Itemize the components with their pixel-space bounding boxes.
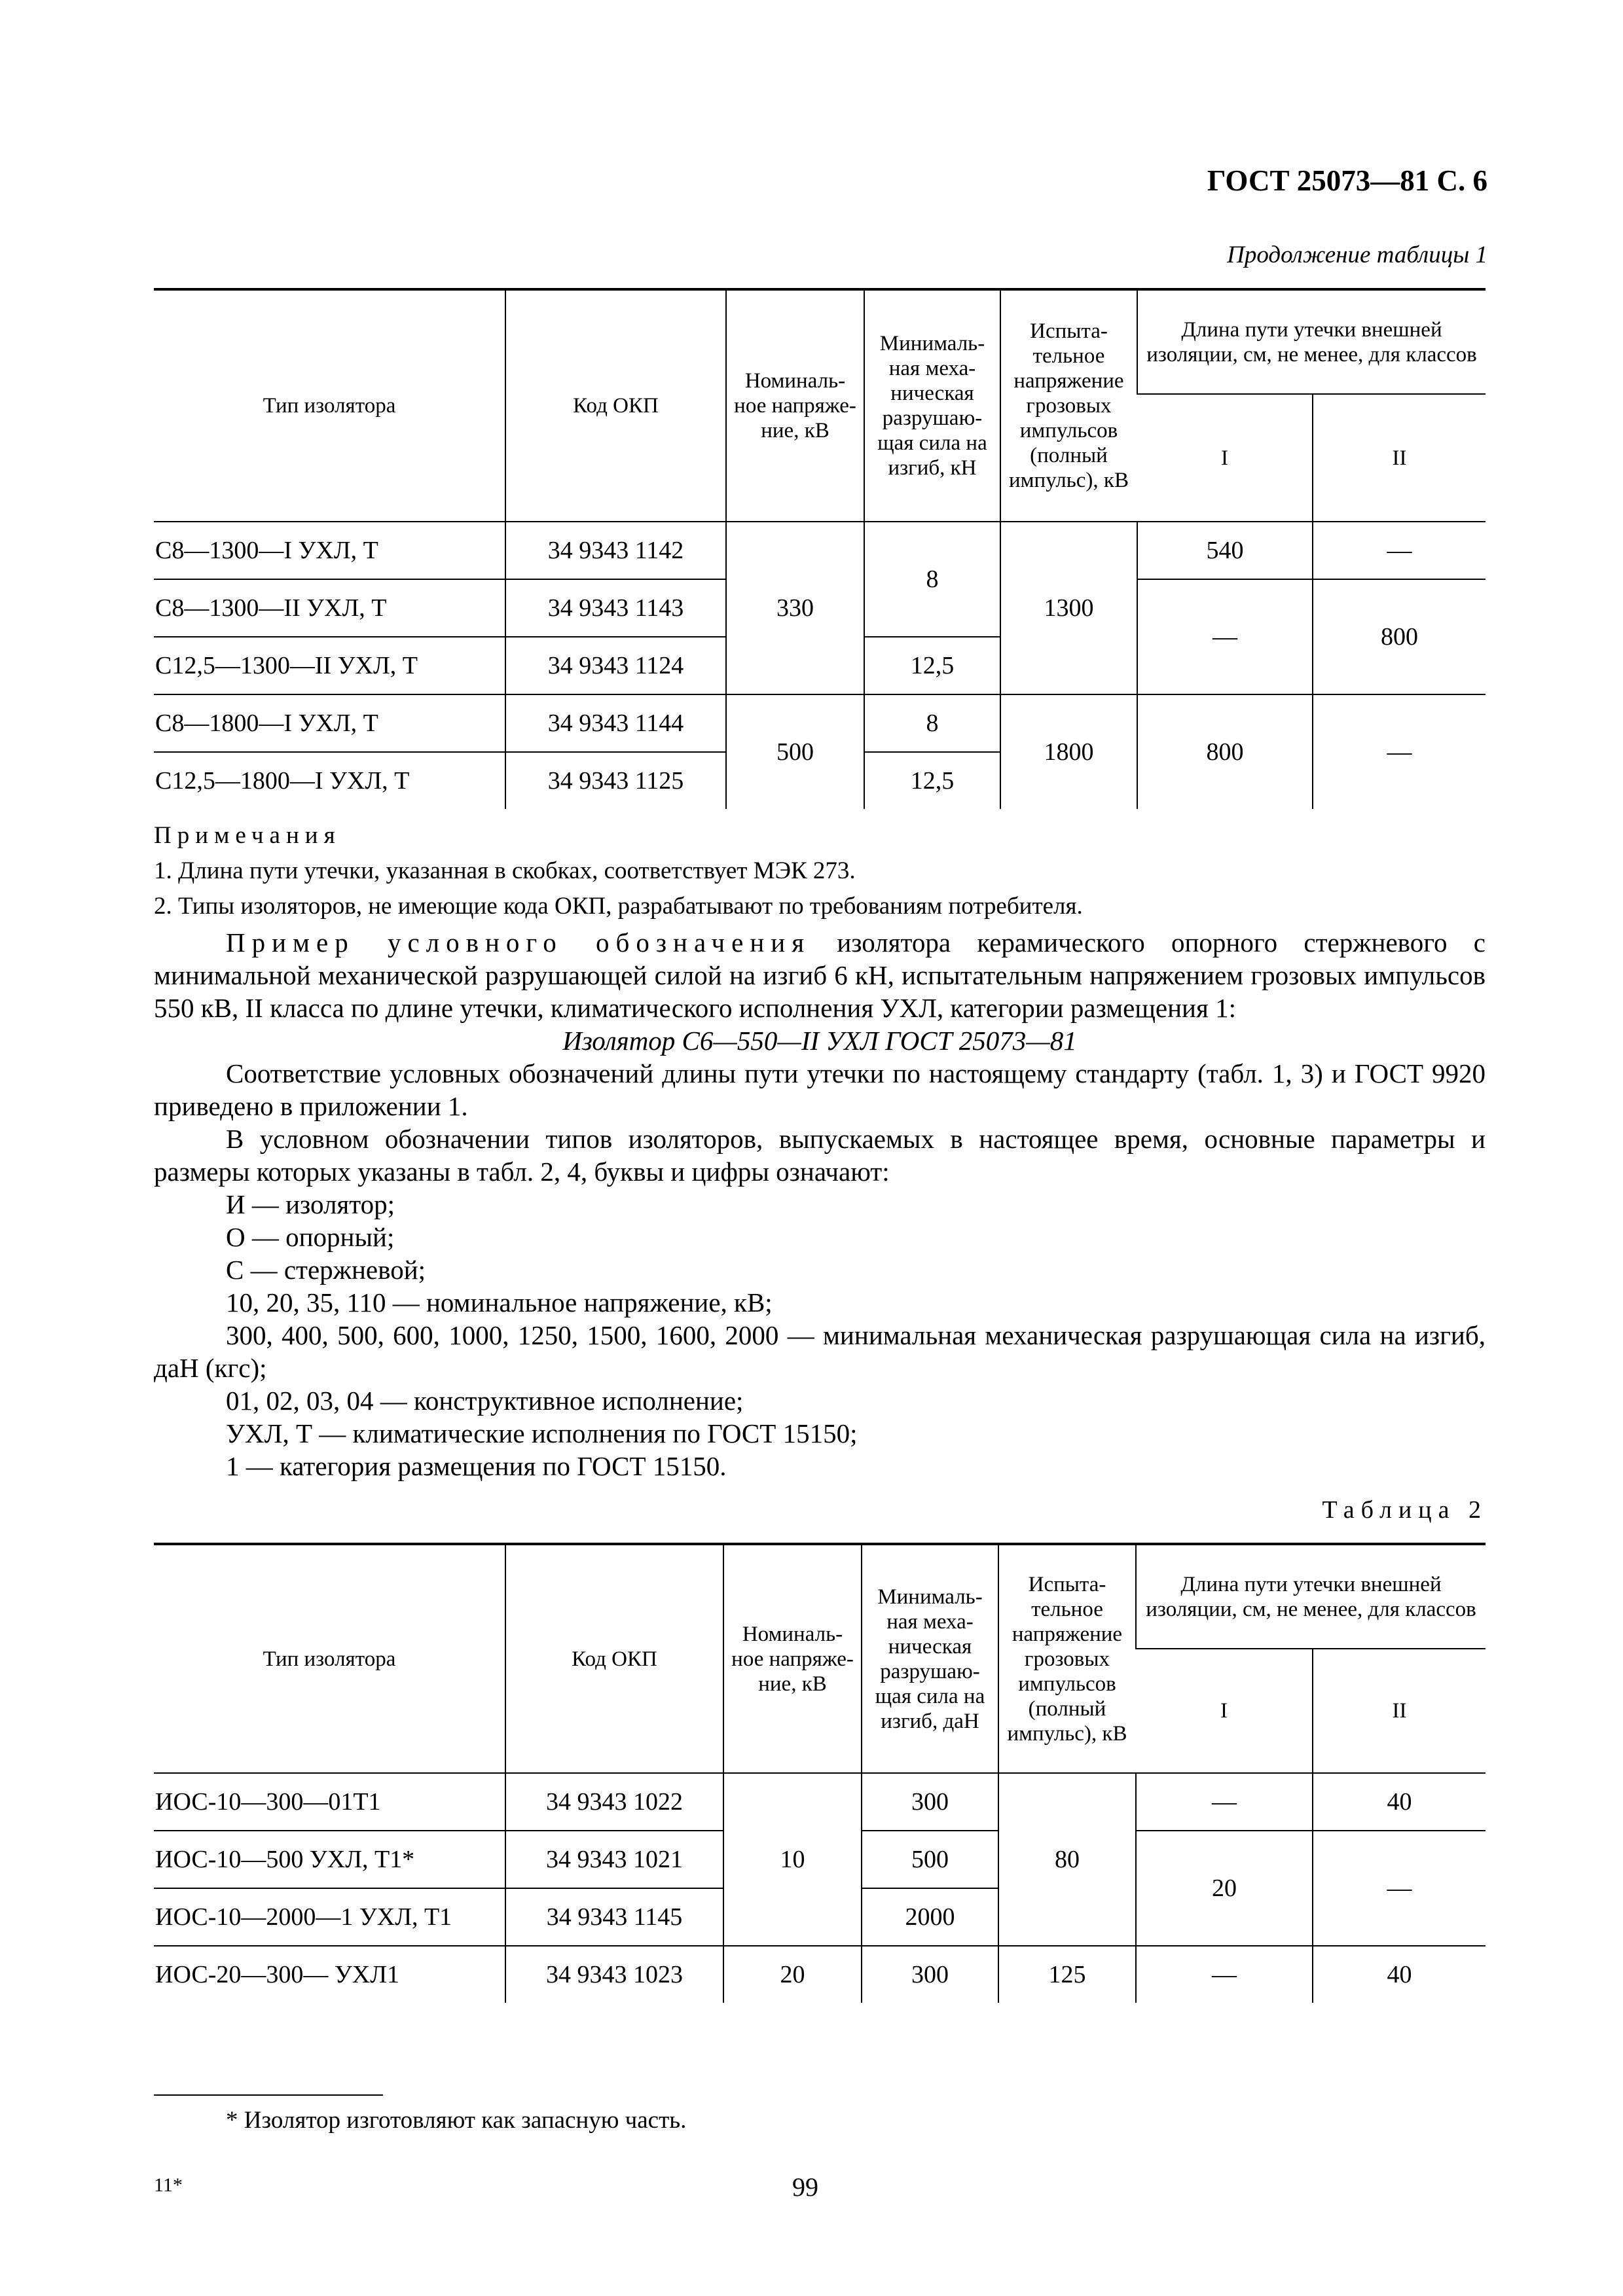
cell-type: С8—1300—II УХЛ, Т (154, 579, 505, 637)
cell-class-2: — (1313, 694, 1486, 809)
example-lead: Пример условного обозначения (226, 927, 811, 958)
cell-code: 34 9343 1022 (505, 1773, 723, 1831)
cell-class-2: — (1313, 1831, 1486, 1946)
cell-class-1: 20 (1136, 1831, 1313, 1946)
col-header-class-2: II (1313, 394, 1486, 522)
list-item: 300, 400, 500, 600, 1000, 1250, 1500, 1600, 2000 — минимальная механическая разрушающая сила на изгиб, даН (кгс); (154, 1320, 1486, 1383)
cell-class-2: 40 (1313, 1946, 1486, 2003)
list-item: 01, 02, 03, 04 — конструктивное исполнение; (226, 1386, 744, 1416)
cell-class-2: — (1313, 522, 1486, 579)
list-item: 1 — категория размещения по ГОСТ 15150. (226, 1451, 727, 1481)
cell-class-2: 800 (1313, 579, 1486, 694)
cell-voltage: 330 (726, 522, 864, 694)
example-text: изолятора керамического опорного стержневого с минимальной механической разрушающей силой на изгиб 6 кН, испытательным напряжением грозовых импульсов 550 кВ, II класса по длине утечки, климатического исполнения УХЛ, категории размещения 1: (154, 927, 1486, 1023)
note-2: 2. Типы изоляторов, не имеющие кода ОКП, разрабатывают по требованиям потребителя. (154, 893, 1083, 920)
table1-continuation-label: Продолжение таблицы 1 (1227, 242, 1487, 268)
col-header-leakage: Длина пути утечки внешней изоляции, см, не менее, для классов (1136, 1544, 1486, 1649)
cell-code: 34 9343 1023 (505, 1946, 723, 2003)
page-number: 99 (792, 2172, 818, 2202)
body-text (154, 926, 1486, 1482)
col-header-force: Минималь-ная меха-ническая разрушаю-щая сила на изгиб, кН (864, 289, 1000, 522)
cell-force: 300 (862, 1946, 998, 2003)
col-header-code: Код ОКП (505, 289, 726, 522)
cell-type: ИОС-10—2000—1 УХЛ, Т1 (154, 1888, 505, 1946)
col-header-class-1: I (1136, 1649, 1313, 1773)
table-1 (154, 288, 1486, 809)
table-row (154, 694, 1486, 752)
paragraph-correspondence: Соответствие условных обозначений длины пути утечки по настоящему стандарту (табл. 1, 3) и ГОСТ 9920 приведено в приложении 1. (154, 1058, 1486, 1121)
table-row (154, 1946, 1486, 2003)
list-item: И — изолятор; (226, 1189, 395, 1219)
cell-test-voltage: 1800 (1000, 694, 1137, 809)
col-header-class-1: I (1137, 394, 1313, 522)
col-header-type: Тип изолятора (154, 289, 505, 522)
col-header-voltage: Номиналь-ное напряже-ние, кВ (723, 1544, 862, 1773)
cell-code: 34 9343 1142 (505, 522, 726, 579)
table-row (154, 1773, 1486, 1831)
cell-test-voltage: 1300 (1000, 522, 1137, 694)
cell-type: ИОС-20—300— УХЛ1 (154, 1946, 505, 2003)
col-header-type: Тип изолятора (154, 1544, 505, 1773)
cell-code: 34 9343 1125 (505, 752, 726, 809)
table-2 (154, 1543, 1486, 2003)
cell-type: С8—1300—I УХЛ, Т (155, 537, 378, 564)
page-header: ГОСТ 25073—81 С. 6 (1207, 164, 1487, 197)
footnote: * Изолятор изготовляют как запасную часть. (226, 2107, 687, 2134)
cell-code: 34 9343 1143 (505, 579, 726, 637)
col-header-class-2: II (1313, 1649, 1486, 1773)
cell-voltage: 10 (723, 1773, 862, 1946)
cell-code: 34 9343 1124 (505, 637, 726, 694)
cell-type: ИОС-10—500 УХЛ, Т1* (154, 1831, 505, 1888)
cell-code: 34 9343 1144 (505, 694, 726, 752)
cell-type: С12,5—1800—I УХЛ, Т (154, 752, 505, 809)
cell-force: 2000 (862, 1888, 998, 1946)
cell-class-1: — (1136, 1946, 1313, 2003)
paragraph-designation-intro: В условном обозначении типов изоляторов, выпускаемых в настоящее время, основные параметры и размеры которых указаны в табл. 2, 4, буквы и цифры означают: (154, 1124, 1486, 1187)
cell-voltage: 20 (723, 1946, 862, 2003)
designation-example: Изолятор С6—550—II УХЛ ГОСТ 25073—81 (562, 1026, 1077, 1056)
cell-force: 8 (864, 522, 1000, 637)
cell-type: ИОС-10—300—01Т1 (155, 1788, 381, 1816)
cell-code: 34 9343 1021 (505, 1831, 723, 1888)
col-header-code: Код ОКП (505, 1544, 723, 1773)
cell-force: 12,5 (864, 752, 1000, 809)
col-header-voltage: Номиналь-ное напряже-ние, кВ (726, 289, 864, 522)
list-item: О — опорный; (226, 1222, 395, 1252)
list-item: С — стержневой; (226, 1255, 426, 1285)
table-row (154, 522, 1486, 579)
notes-title: Примечания (154, 822, 341, 849)
list-item: 10, 20, 35, 110 — номинальное напряжение, кВ; (226, 1287, 773, 1318)
cell-class-1: 800 (1137, 694, 1313, 809)
cell-force: 300 (862, 1773, 998, 1831)
col-header-leakage: Длина пути утечки внешней изоляции, см, не менее, для классов (1137, 289, 1486, 394)
cell-class-2: 40 (1313, 1773, 1486, 1831)
cell-class-1: — (1136, 1773, 1313, 1831)
cell-force: 12,5 (864, 637, 1000, 694)
cell-type: С8—1800—I УХЛ, Т (154, 694, 505, 752)
cell-class-1: — (1137, 579, 1313, 694)
table-notes (154, 818, 1083, 924)
example-paragraph (154, 926, 1486, 1024)
table2-label: Таблица 2 (1322, 1496, 1487, 1524)
cell-test-voltage: 80 (998, 1773, 1136, 1946)
cell-type: С12,5—1300—II УХЛ, Т (154, 637, 505, 694)
cell-voltage: 500 (726, 694, 864, 809)
cell-test-voltage: 125 (998, 1946, 1136, 2003)
col-header-force: Минималь-ная меха-ническая разрушаю-щая сила на изгиб, даН (862, 1544, 998, 1773)
col-header-test-voltage: Испыта-тельное напряжение грозовых импульсов (полный импульс), кВ (998, 1544, 1136, 1773)
cell-code: 34 9343 1145 (505, 1888, 723, 1946)
list-item: УХЛ, Т — климатические исполнения по ГОСТ 15150; (226, 1418, 858, 1448)
note-1: 1. Длина пути утечки, указанная в скобках, соответствует МЭК 273. (154, 857, 856, 884)
col-header-test-voltage: Испыта-тельное напряжение грозовых импульсов (полный импульс), кВ (1000, 289, 1137, 522)
cell-force: 500 (862, 1831, 998, 1888)
cell-force: 8 (864, 694, 1000, 752)
cell-class-1: 540 (1137, 522, 1313, 579)
footnote-divider (154, 2094, 383, 2096)
page-mark: 11* (154, 2174, 183, 2196)
